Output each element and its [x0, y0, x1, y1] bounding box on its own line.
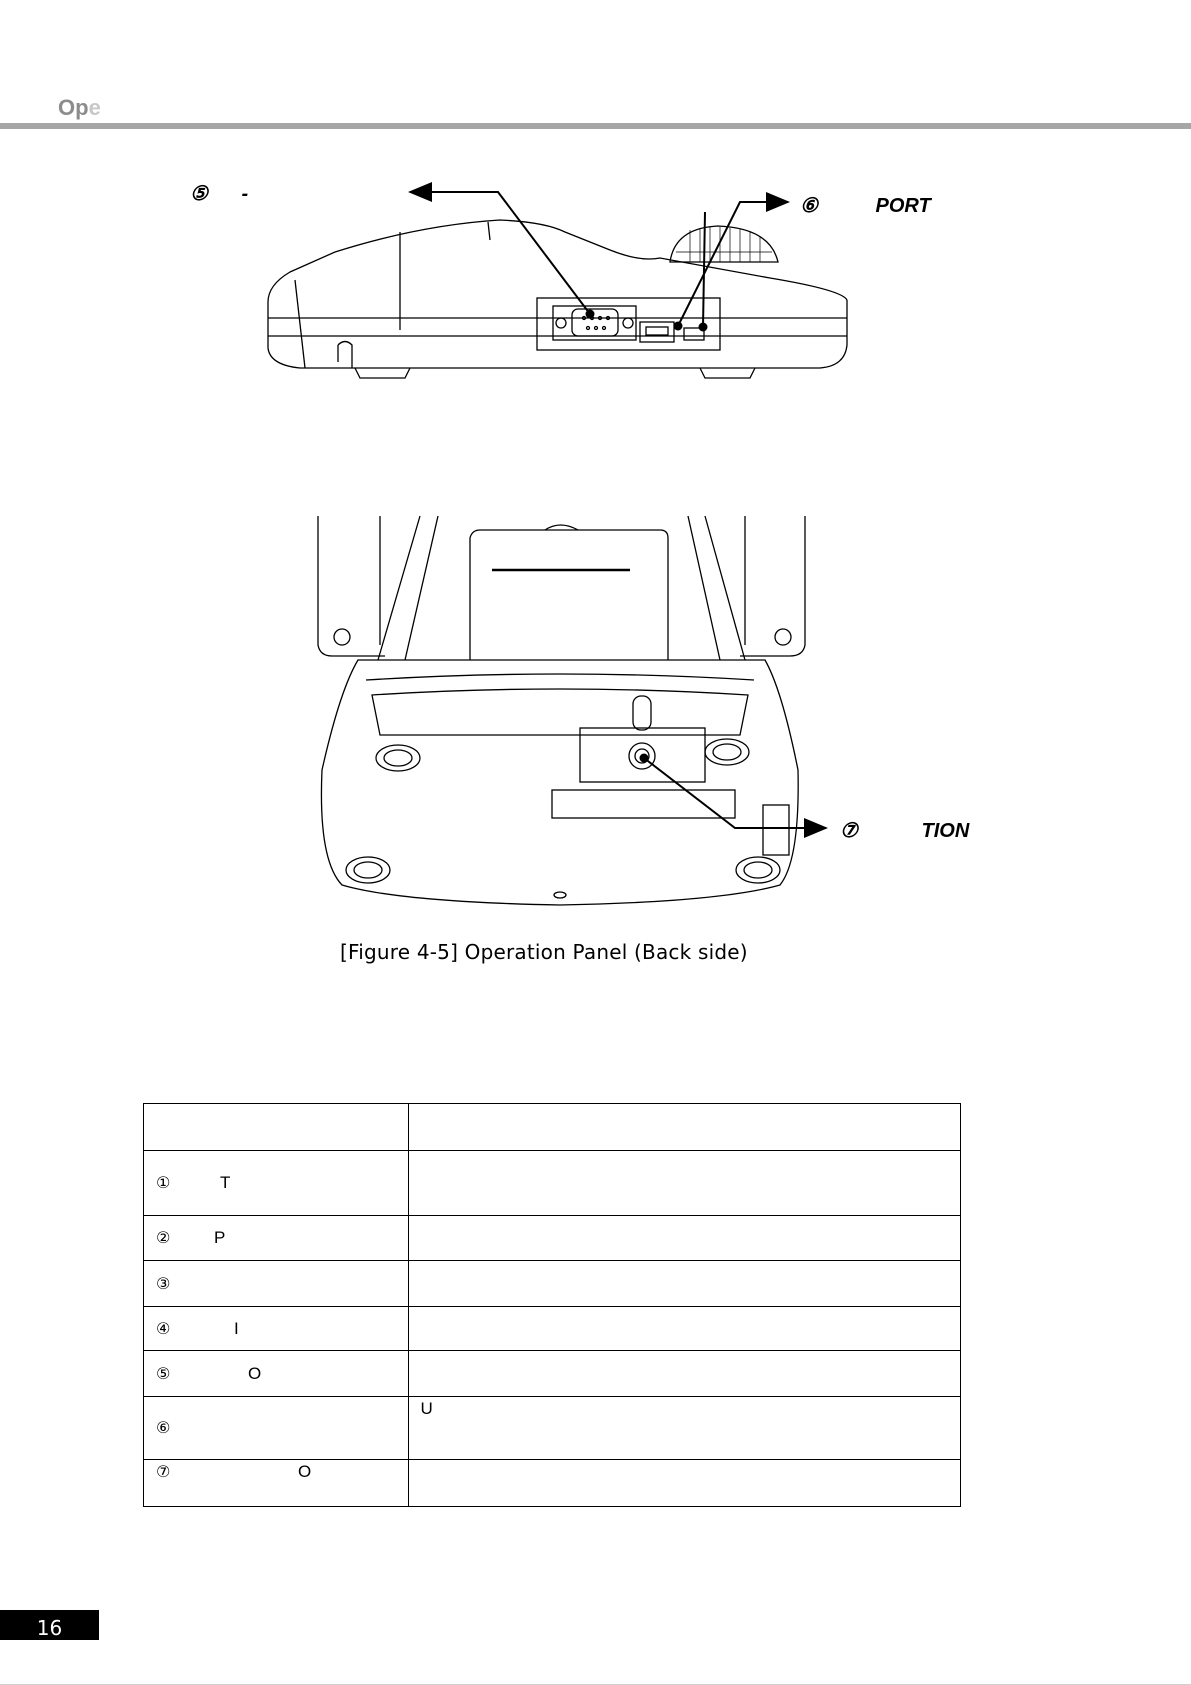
table-row — [144, 1460, 961, 1507]
part-name-cell — [144, 1216, 409, 1261]
part-name: O — [248, 1363, 262, 1383]
table-row — [144, 1216, 961, 1261]
part-desc-cell: U — [408, 1397, 960, 1460]
panel-side-view — [268, 220, 847, 378]
part-name-cell — [144, 1460, 409, 1507]
part-desc-cell — [408, 1351, 960, 1397]
callout-7-label: TION — [921, 820, 970, 842]
part-name: O — [298, 1462, 312, 1481]
part-name-cell — [144, 1307, 409, 1351]
row-number: ④ — [156, 1318, 171, 1338]
row-number: ① — [156, 1173, 171, 1192]
table-row — [144, 1397, 961, 1460]
page-number: 16 — [0, 1610, 99, 1640]
callout-5-label: - — [241, 183, 249, 205]
part-name: I — [234, 1318, 239, 1338]
part-desc-cell — [408, 1261, 960, 1307]
part-desc-cell — [408, 1307, 960, 1351]
callout-6 — [800, 193, 931, 218]
callout-5-number: ⑤ — [190, 183, 208, 205]
table-row — [144, 1261, 961, 1307]
header-title-faded: e — [88, 95, 101, 120]
callout-5 — [190, 181, 248, 206]
figure-caption: [Figure 4-5] Operation Panel (Back side) — [340, 940, 748, 964]
part-name: P — [214, 1228, 226, 1247]
row-number: ⑤ — [156, 1363, 171, 1383]
row-number: ⑥ — [156, 1418, 171, 1437]
part-name-cell — [144, 1351, 409, 1397]
part-name-cell — [144, 1397, 409, 1460]
part-name: T — [220, 1173, 231, 1192]
part-name-cell — [144, 1261, 409, 1307]
table-header-cell — [144, 1104, 409, 1151]
parts-table — [143, 1103, 961, 1507]
row-number: ② — [156, 1228, 171, 1247]
row-number: ⑦ — [156, 1462, 171, 1481]
table-header-cell — [408, 1104, 960, 1151]
table-header-row — [144, 1104, 961, 1151]
part-desc-cell — [408, 1460, 960, 1507]
part-desc-cell — [408, 1151, 960, 1216]
callout-6-label: PORT — [875, 195, 931, 217]
table-row — [144, 1307, 961, 1351]
callout-7 — [840, 818, 969, 843]
part-desc-cell — [408, 1216, 960, 1261]
callout-7-number: ⑦ — [840, 820, 858, 842]
panel-back-view — [318, 516, 805, 905]
row-number: ③ — [156, 1273, 171, 1293]
table-row — [144, 1151, 961, 1216]
table-row — [144, 1351, 961, 1397]
callout-6-number: ⑥ — [800, 195, 818, 217]
part-name-cell — [144, 1151, 409, 1216]
header-title-main: Op — [58, 95, 89, 120]
